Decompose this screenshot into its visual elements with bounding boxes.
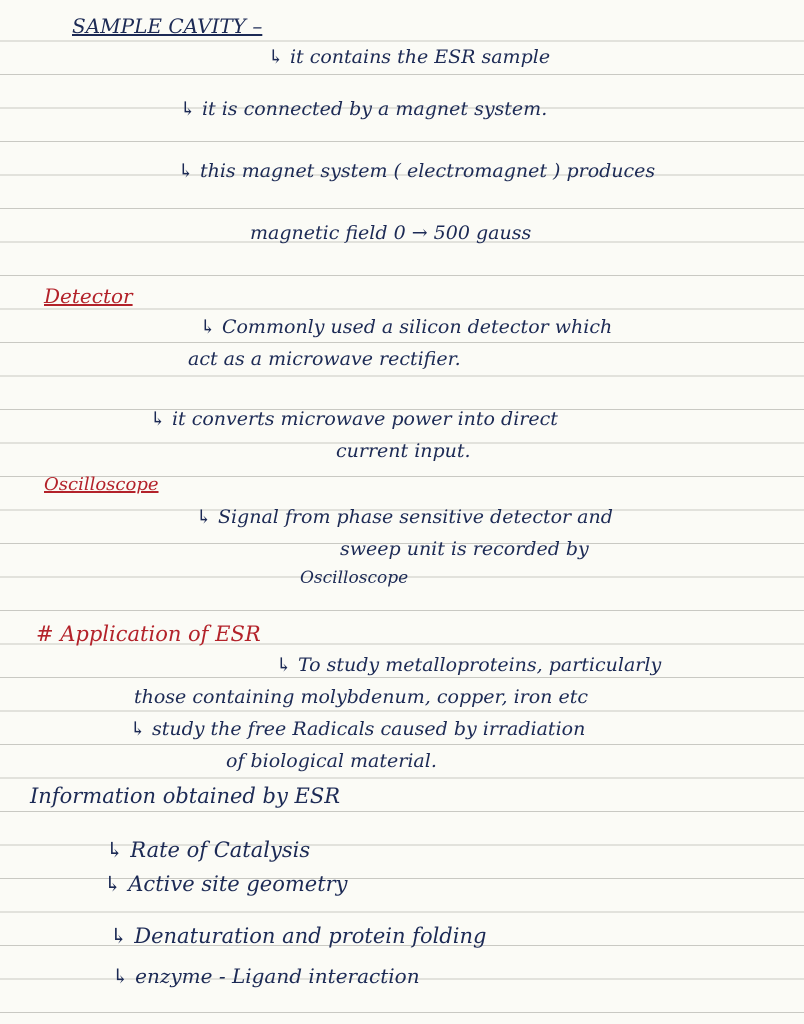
applications-line-1: ↳ To study metalloproteins, particularly xyxy=(276,654,662,676)
applications-line-3: ↳ study the free Radicals caused by irradiation xyxy=(130,718,586,740)
applications-line-2: those containing molybdenum, copper, iron etc xyxy=(134,686,588,708)
detector-heading: Detector xyxy=(44,284,133,308)
oscilloscope-line-2: sweep unit is recorded by xyxy=(340,538,589,560)
information-item: ↳ Active site geometry xyxy=(104,872,348,896)
oscilloscope-heading: Oscilloscope xyxy=(44,474,159,495)
sample-cavity-heading: SAMPLE CAVITY – xyxy=(72,14,263,38)
detector-line-3: ↳ it converts microwave power into direct xyxy=(150,408,558,430)
detector-line-4: current input. xyxy=(336,440,471,462)
information-heading: Information obtained by ESR xyxy=(30,784,341,808)
information-item: ↳ Rate of Catalysis xyxy=(106,838,311,862)
sample-cavity-line-1: ↳ it contains the ESR sample xyxy=(268,46,551,68)
information-item: ↳ enzyme - Ligand interaction xyxy=(112,964,420,988)
applications-heading: # Application of ESR xyxy=(36,622,261,646)
oscilloscope-line-1: ↳ Signal from phase sensitive detector and xyxy=(196,506,613,528)
sample-cavity-line-4: magnetic field 0 → 500 gauss xyxy=(250,222,532,244)
sample-cavity-line-2: ↳ it is connected by a magnet system. xyxy=(180,98,548,120)
detector-line-2: act as a microwave rectifier. xyxy=(188,348,461,370)
applications-line-4: of biological material. xyxy=(226,750,437,772)
detector-line-1: ↳ Commonly used a silicon detector which xyxy=(200,316,613,338)
oscilloscope-line-3: Oscilloscope xyxy=(300,568,409,588)
sample-cavity-line-3: ↳ this magnet system ( electromagnet ) produces xyxy=(178,160,656,182)
information-item: ↳ Denaturation and protein folding xyxy=(110,924,487,948)
